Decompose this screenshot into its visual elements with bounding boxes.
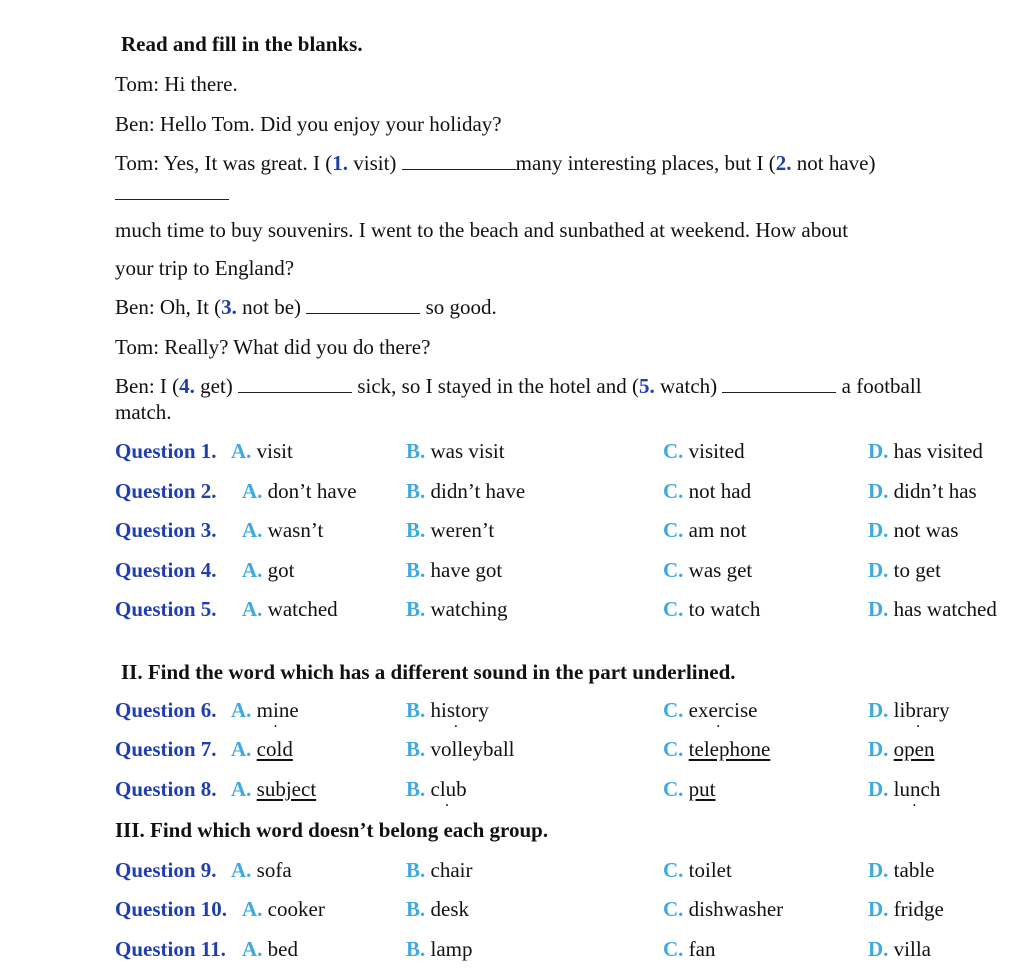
text: visit) <box>348 151 402 175</box>
dialogue-line-1: Tom: Hi there. <box>115 72 238 96</box>
option-d[interactable] <box>868 517 958 543</box>
option-letter: C. <box>663 897 684 921</box>
dialogue-line-4: much time to buy souvenirs. I went to the beach and sunbathed at weekend. How about <box>115 218 849 242</box>
text: get) <box>194 374 239 398</box>
option-letter: B. <box>406 937 426 961</box>
option-text: volleyball <box>430 737 515 761</box>
text: Ben: I ( <box>115 374 180 398</box>
dialogue-line-2: Ben: Hello Tom. Did you enjoy your holiday? <box>115 112 502 136</box>
option-letter: C. <box>663 518 684 542</box>
option-c[interactable] <box>663 896 783 922</box>
option-letter: C. <box>663 479 684 503</box>
option-text: toilet <box>688 858 732 882</box>
option-letter: B. <box>406 479 426 503</box>
option-letter: C. <box>663 937 684 961</box>
option-letter: C. <box>663 737 684 761</box>
option-letter: C. <box>663 597 684 621</box>
part1-heading: Read and fill in the blanks. <box>121 32 363 56</box>
question-label: Question 5. <box>115 597 217 621</box>
option-letter: A. <box>242 558 263 582</box>
option-b[interactable] <box>406 776 467 802</box>
text: so good. <box>420 295 497 319</box>
blank-5[interactable] <box>722 376 836 393</box>
option-text: wasn’t <box>267 518 324 542</box>
question-label: Question 6. <box>115 698 217 722</box>
option-b[interactable] <box>406 936 473 962</box>
blank-number-1: 1. <box>332 151 348 175</box>
part2-heading: II. Find the word which has a different sound in the part underlined. <box>121 660 736 684</box>
option-d[interactable] <box>868 697 950 723</box>
option-a[interactable] <box>242 896 325 922</box>
question-label: Question 2. <box>115 479 217 503</box>
option-text: was visit <box>430 439 505 463</box>
option-text: exercise . <box>689 698 758 722</box>
option-b[interactable] <box>406 438 505 464</box>
option-c[interactable] <box>663 557 752 583</box>
option-letter: D. <box>868 518 889 542</box>
option-d[interactable] <box>868 857 934 883</box>
dialogue-line-6 <box>115 294 497 320</box>
option-letter: B. <box>406 737 426 761</box>
option-letter: B. <box>406 597 426 621</box>
option-text: to watch <box>688 597 761 621</box>
text: sick, so I stayed in the hotel and ( <box>352 374 639 398</box>
option-letter: A. <box>242 518 263 542</box>
option-text: cold <box>256 737 293 761</box>
option-d[interactable] <box>868 478 977 504</box>
option-text: open <box>893 737 935 761</box>
option-letter: D. <box>868 937 889 961</box>
option-c[interactable] <box>663 697 757 723</box>
option-a[interactable] <box>231 697 299 723</box>
blank-2[interactable] <box>115 183 229 200</box>
option-text: watched <box>267 597 338 621</box>
option-text: to get <box>893 558 941 582</box>
option-b[interactable] <box>406 736 515 762</box>
option-a[interactable] <box>231 857 292 883</box>
dialogue-line-5: your trip to England? <box>115 256 295 280</box>
option-letter: D. <box>868 858 889 882</box>
dialogue-line-7: Tom: Really? What did you do there? <box>115 335 431 359</box>
option-letter: A. <box>231 737 252 761</box>
option-letter: C. <box>663 698 684 722</box>
blank-1[interactable] <box>402 153 516 170</box>
option-text: not was <box>893 518 959 542</box>
option-text: visit <box>256 439 293 463</box>
option-text: lamp <box>430 937 473 961</box>
option-text: lunch . <box>894 777 941 801</box>
option-letter: A. <box>231 777 252 801</box>
option-letter: B. <box>406 558 426 582</box>
option-text: was get <box>688 558 753 582</box>
option-letter: D. <box>868 897 889 921</box>
option-letter: A. <box>231 698 252 722</box>
option-a[interactable] <box>231 736 293 762</box>
option-letter: C. <box>663 777 684 801</box>
option-text: sofa <box>256 858 292 882</box>
option-c[interactable] <box>663 736 770 762</box>
option-b[interactable] <box>406 857 473 883</box>
option-text: table <box>893 858 935 882</box>
option-letter: B. <box>406 897 426 921</box>
option-a[interactable] <box>242 517 323 543</box>
option-a[interactable] <box>242 557 295 583</box>
question-label: Question 7. <box>115 737 217 761</box>
option-letter: A. <box>242 937 263 961</box>
text: Ben: Oh, It ( <box>115 295 222 319</box>
option-text: dishwasher <box>688 897 784 921</box>
text: a football <box>836 374 922 398</box>
option-text: desk <box>430 897 470 921</box>
option-letter: B. <box>406 698 426 722</box>
option-text: have got <box>430 558 503 582</box>
option-letter: D. <box>868 597 889 621</box>
blank-4[interactable] <box>238 376 352 393</box>
option-b[interactable] <box>406 517 494 543</box>
text: not be) <box>236 295 307 319</box>
question-label: Question 3. <box>115 518 217 542</box>
option-letter: C. <box>663 439 684 463</box>
option-text: library . <box>894 698 950 722</box>
option-text: not had <box>688 479 752 503</box>
option-c[interactable] <box>663 857 732 883</box>
option-text: subject <box>256 777 317 801</box>
question-label: Question 1. <box>115 439 217 463</box>
option-a[interactable] <box>242 936 298 962</box>
option-b[interactable] <box>406 697 489 723</box>
question-label: Question 8. <box>115 777 217 801</box>
option-text: history . <box>431 698 489 722</box>
option-letter: A. <box>242 479 263 503</box>
option-letter: B. <box>406 858 426 882</box>
question-label: Question 10. <box>115 897 228 921</box>
question-label: Question 4. <box>115 558 217 582</box>
option-text: villa <box>893 937 931 961</box>
option-c[interactable] <box>663 517 746 543</box>
dialogue-line-9: match. <box>115 400 172 424</box>
text: not have) <box>791 151 876 175</box>
blank-number-5: 5. <box>639 374 655 398</box>
option-text: didn’t has <box>893 479 977 503</box>
option-text: am not <box>688 518 747 542</box>
option-letter: D. <box>868 558 889 582</box>
option-letter: B. <box>406 518 426 542</box>
option-text: telephone <box>688 737 771 761</box>
option-b[interactable] <box>406 557 502 583</box>
option-text: chair <box>430 858 473 882</box>
option-d[interactable] <box>868 596 997 622</box>
option-c[interactable] <box>663 438 745 464</box>
option-d[interactable] <box>868 936 931 962</box>
option-b[interactable] <box>406 478 525 504</box>
option-d[interactable] <box>868 736 935 762</box>
text: many interesting places, but I ( <box>515 151 776 175</box>
option-c[interactable] <box>663 936 716 962</box>
option-letter: D. <box>868 479 889 503</box>
option-d[interactable] <box>868 776 940 802</box>
question-label: Question 9. <box>115 858 217 882</box>
dialogue-line-8 <box>115 373 922 399</box>
option-letter: D. <box>868 737 889 761</box>
question-label: Question 11. <box>115 937 226 961</box>
option-text: has visited <box>893 439 983 463</box>
option-a[interactable] <box>231 438 293 464</box>
option-d[interactable] <box>868 896 944 922</box>
option-letter: D. <box>868 698 889 722</box>
blank-3[interactable] <box>306 297 420 314</box>
option-text: don’t have <box>267 479 357 503</box>
option-b[interactable] <box>406 596 508 622</box>
option-text: fridge <box>893 897 944 921</box>
option-letter: A. <box>231 858 252 882</box>
option-text: bed <box>267 937 298 961</box>
option-letter: B. <box>406 439 426 463</box>
option-text: weren’t <box>430 518 495 542</box>
option-text: mine . <box>257 698 299 722</box>
option-a[interactable] <box>242 596 338 622</box>
option-d[interactable] <box>868 438 983 464</box>
dialogue-line-3 <box>115 150 876 176</box>
option-letter: D. <box>868 439 889 463</box>
option-letter: A. <box>231 439 252 463</box>
option-text: got <box>267 558 295 582</box>
option-letter: D. <box>868 777 889 801</box>
option-text: didn’t have <box>430 479 526 503</box>
option-c[interactable] <box>663 776 716 802</box>
option-c[interactable] <box>663 478 751 504</box>
option-a[interactable] <box>231 776 316 802</box>
option-a[interactable] <box>242 478 357 504</box>
blank-2-line <box>115 180 229 206</box>
blank-number-3: 3. <box>221 295 237 319</box>
text: Tom: Yes, It was great. I ( <box>115 151 333 175</box>
blank-number-2: 2. <box>775 151 792 175</box>
option-text: fan <box>688 937 716 961</box>
option-letter: C. <box>663 858 684 882</box>
option-d[interactable] <box>868 557 941 583</box>
option-text: club . <box>431 777 467 801</box>
option-text: watching <box>430 597 508 621</box>
part3-heading: III. Find which word doesn’t belong each group. <box>115 818 549 842</box>
option-text: has watched <box>893 597 997 621</box>
text: watch) <box>654 374 723 398</box>
option-letter: A. <box>242 597 263 621</box>
option-letter: B. <box>406 777 426 801</box>
option-text: put <box>688 777 716 801</box>
option-text: visited <box>688 439 745 463</box>
option-b[interactable] <box>406 896 469 922</box>
blank-number-4: 4. <box>179 374 195 398</box>
option-c[interactable] <box>663 596 760 622</box>
option-letter: A. <box>242 897 263 921</box>
option-letter: C. <box>663 558 684 582</box>
option-text: cooker <box>267 897 325 921</box>
